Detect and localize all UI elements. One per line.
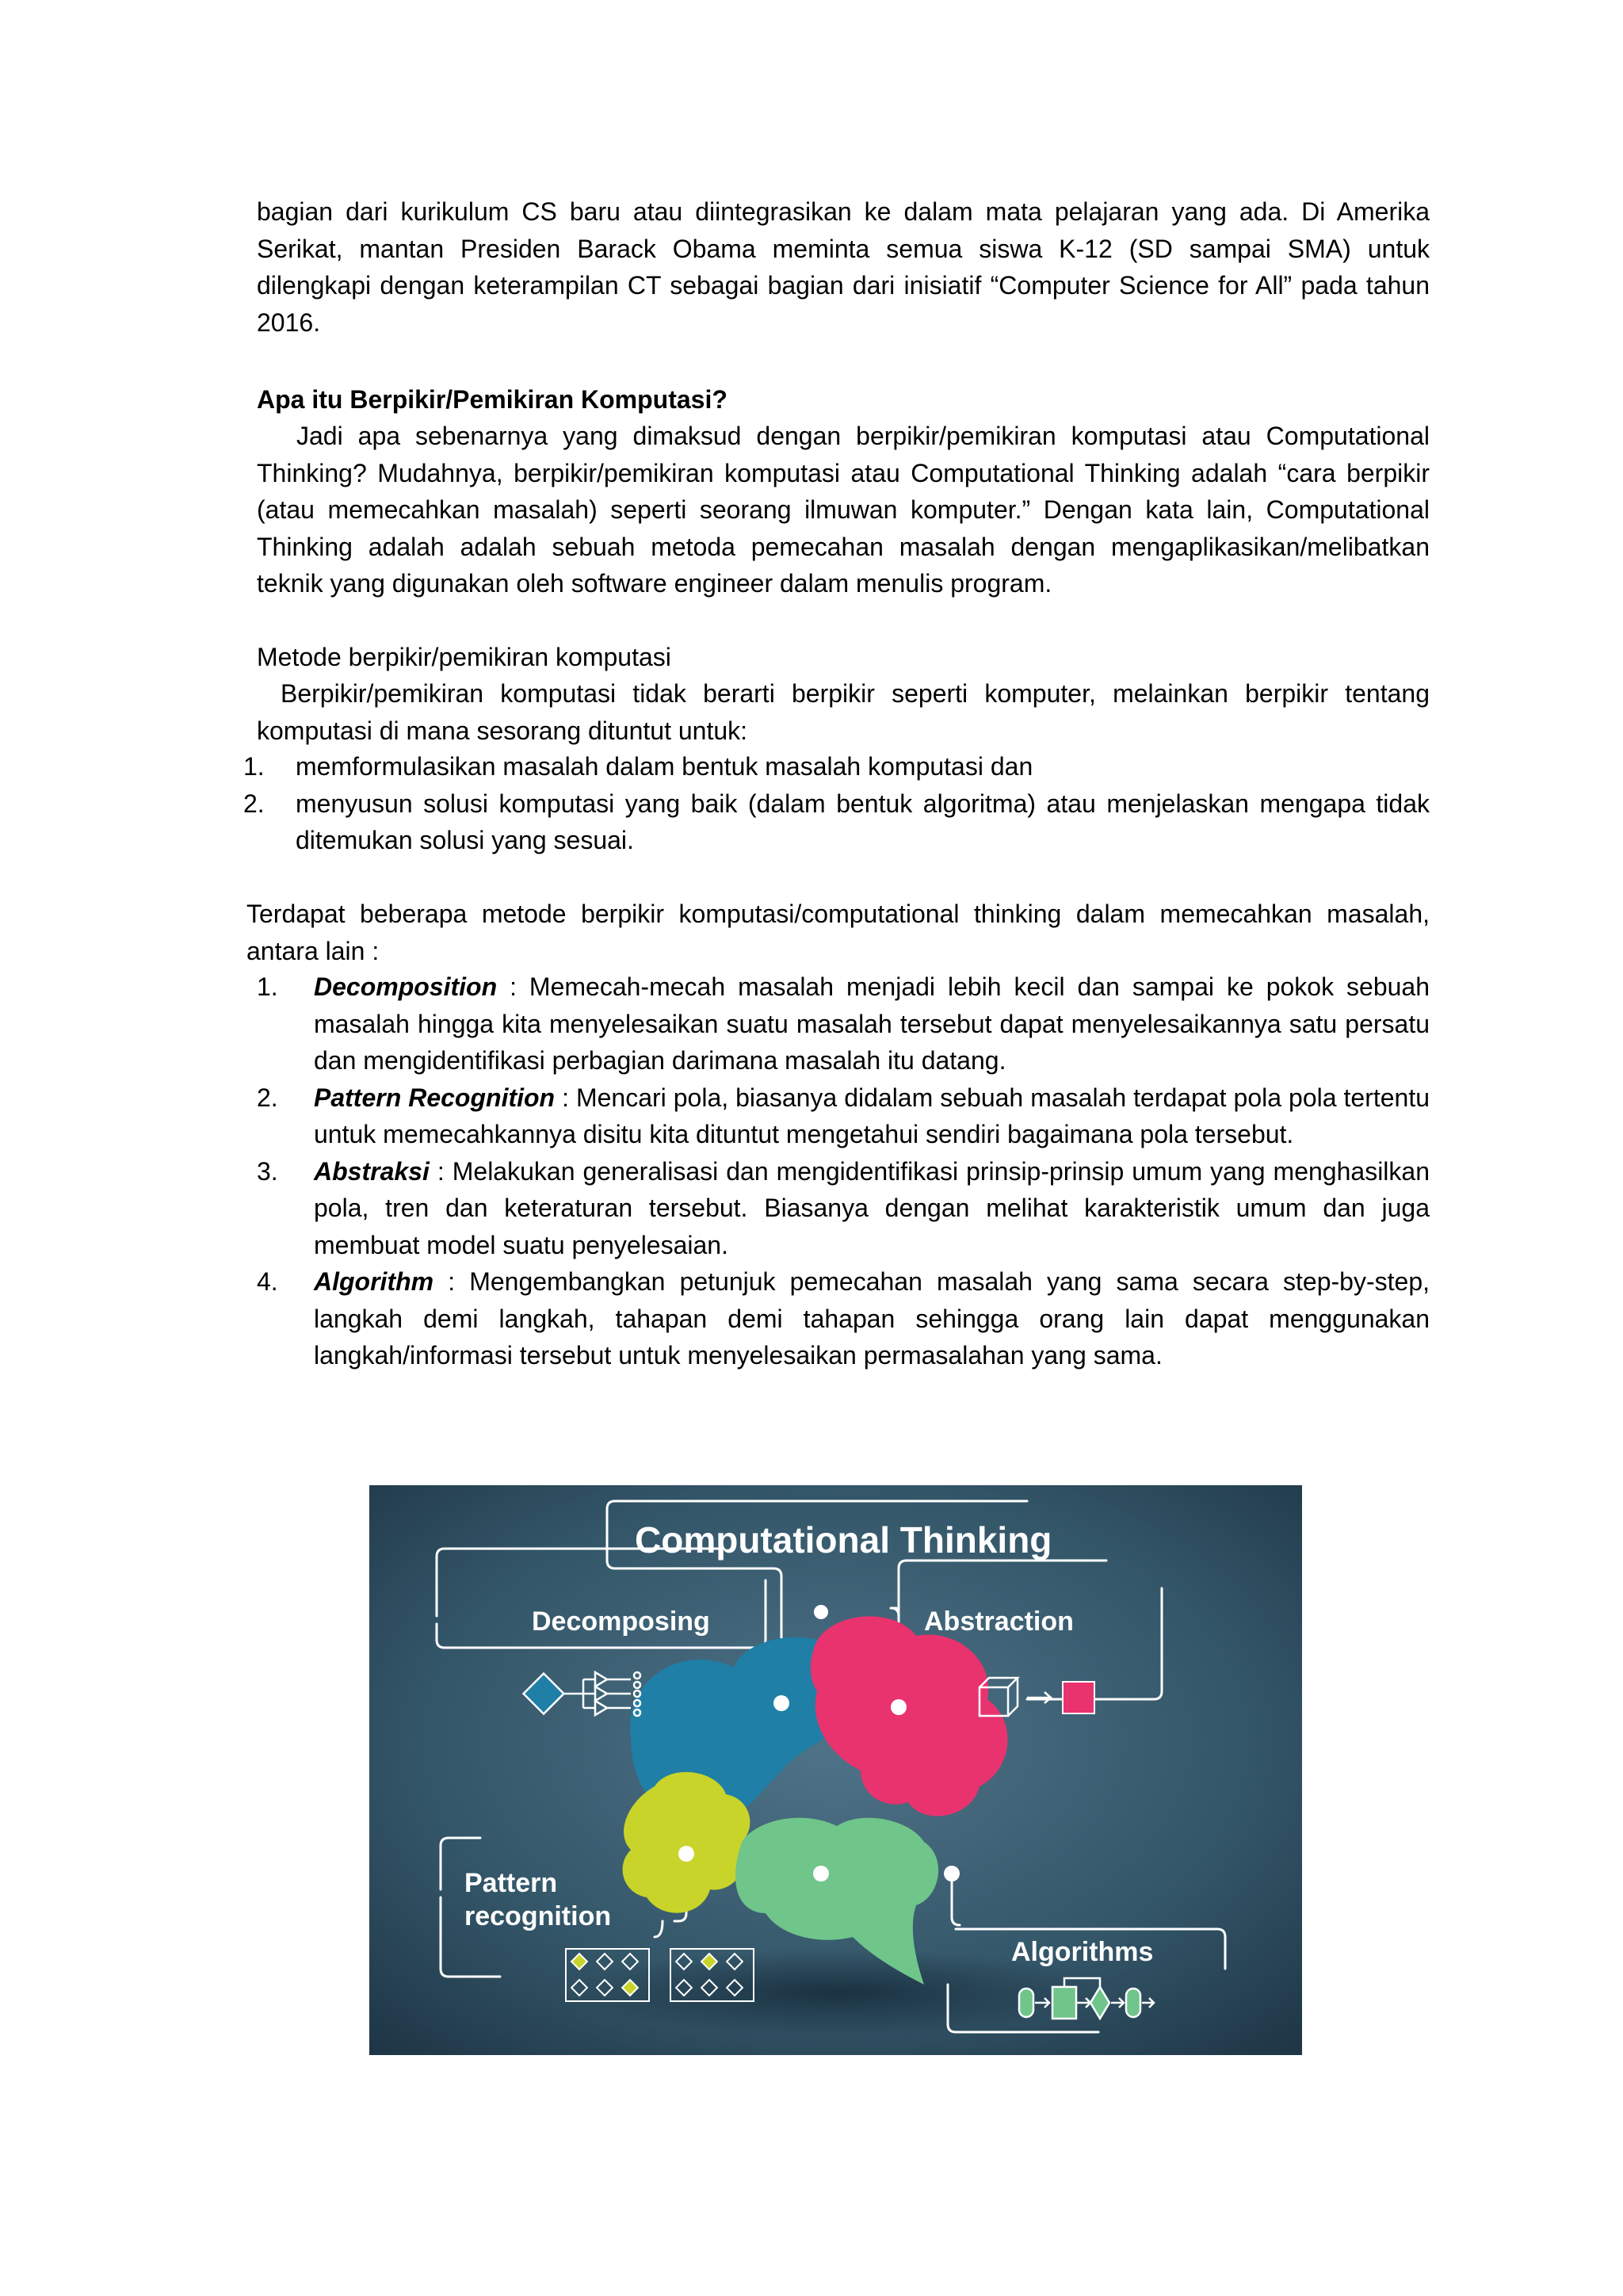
list-item (257, 1153, 1430, 1264)
list-item (257, 1263, 1430, 1374)
methods-list (257, 968, 1430, 1374)
list-item (257, 968, 1430, 1079)
intro-paragraph (257, 193, 1430, 341)
figure-svg (369, 1485, 1302, 2055)
abstraction-label: Abstraction (924, 1606, 1074, 1637)
method-term: Algorithm (314, 1267, 434, 1296)
method-description: Mengembangkan petunjuk pemecahan masalah yang sama secara step-by-step, langkah demi langkah, tahapan demi tahapan sehingga orang lain dapat menggunakan langkah/informasi tersebut untuk menyelesaikan permasalahan yang sama. (314, 1267, 1430, 1370)
list-number: 2. (257, 1083, 278, 1112)
list-number: 3. (257, 1156, 278, 1186)
requirements-list (243, 748, 1430, 859)
figure-title: Computational Thinking (635, 1519, 1052, 1561)
method-text: Berpikir/pemikiran komputasi tidak berarti berpikir seperti komputer, melainkan berpikir tentang komputasi di mana sesorang dituntut untuk: (257, 679, 1430, 745)
list-text: menyusun solusi komputasi yang baik (dalam bentuk algoritma) atau menjelaskan mengapa tidak ditemukan solusi yang sesuai. (296, 789, 1430, 854)
list-number: 1. (243, 752, 265, 781)
list-text: memformulasikan masalah dalam bentuk masalah komputasi dan (296, 752, 1033, 781)
list-number: 1. (257, 972, 278, 1001)
connector-dot (678, 1846, 694, 1862)
method-term: Abstraksi (314, 1156, 430, 1186)
methods-intro (246, 896, 1430, 969)
method-description: Memecah-mecah masalah menjadi lebih kecil dan sampai ke pokok sebuah masalah hingga kita menyelesaikan suatu masalah tersebut dapat menyelesaikannya satu persatu dan mengidentifikasi perbagian darimana masalah itu datang. (314, 972, 1430, 1075)
computational-thinking-figure (369, 1485, 1302, 2055)
intro-text: bagian dari kurikulum CS baru atau diintegrasikan ke dalam mata pelajaran yang ada. Di Amerika Serikat, mantan Presiden Barack Obama meminta semua siswa K-12 (SD sampai SMA) untuk dilengkapi dengan keterampilan CT sebagai bagian dari inisiatif “Computer Science for All” pada tahun 2016. (257, 197, 1430, 337)
list-item (243, 785, 1430, 859)
list-number: 4. (257, 1267, 278, 1296)
pattern-label-line2: recognition (464, 1901, 612, 1931)
method-separator: : (555, 1083, 576, 1112)
method-paragraph (257, 675, 1430, 749)
algorithms-label: Algorithms (1011, 1937, 1154, 1967)
method-description: Mencari pola, biasanya didalam sebuah masalah terdapat pola pola tertentu untuk memecahkannya disitu kita dituntut mengetahui sendiri bagaimana pola tersebut. (314, 1083, 1430, 1148)
method-separator: : (429, 1156, 453, 1186)
connector-dot (944, 1866, 960, 1881)
method-separator: : (497, 972, 529, 1001)
list-item (257, 1079, 1430, 1153)
method-subheading: Metode berpikir/pemikiran komputasi (257, 643, 671, 671)
decomposing-label: Decomposing (532, 1606, 710, 1637)
method-description: Melakukan generalisasi dan mengidentifikasi prinsip-prinsip umum yang menghasilkan pola, tren dan keteraturan tersebut. Biasanya dengan melihat karakteristik umum dan juga membuat model suatu penyelesaian. (314, 1156, 1430, 1259)
method-term: Decomposition (314, 972, 498, 1001)
definition-text: Jadi apa sebenarnya yang dimaksud dengan berpikir/pemikiran komputasi atau Computational Thinking? Mudahnya, berpikir/pemikiran komputasi atau Computational Thinking adalah “cara berpikir (atau memecahkan masalah) seperti seorang ilmuwan komputer.” Dengan kata lain, Computational Thinking adalah adalah sebuah metoda pemecahan masalah dengan mengaplikasikan/melibatkan teknik yang digunakan oleh software engineer dalam menulis program. (257, 422, 1430, 598)
connector-dot (773, 1695, 789, 1711)
section-heading: Apa itu Berpikir/Pemikiran Komputasi? (257, 385, 727, 414)
definition-paragraph (257, 418, 1430, 602)
list-number: 2. (243, 789, 265, 818)
connector-dot (813, 1866, 829, 1881)
method-separator: : (433, 1267, 470, 1296)
pattern-label-line1: Pattern (464, 1868, 558, 1898)
list-item (243, 748, 1430, 785)
connector-dot (891, 1699, 907, 1715)
method-term: Pattern Recognition (314, 1083, 556, 1112)
connector-dot (814, 1605, 828, 1619)
methods-intro-text: Terdapat beberapa metode berpikir komputasi/computational thinking dalam memecahkan masalah, antara lain : (246, 900, 1430, 965)
